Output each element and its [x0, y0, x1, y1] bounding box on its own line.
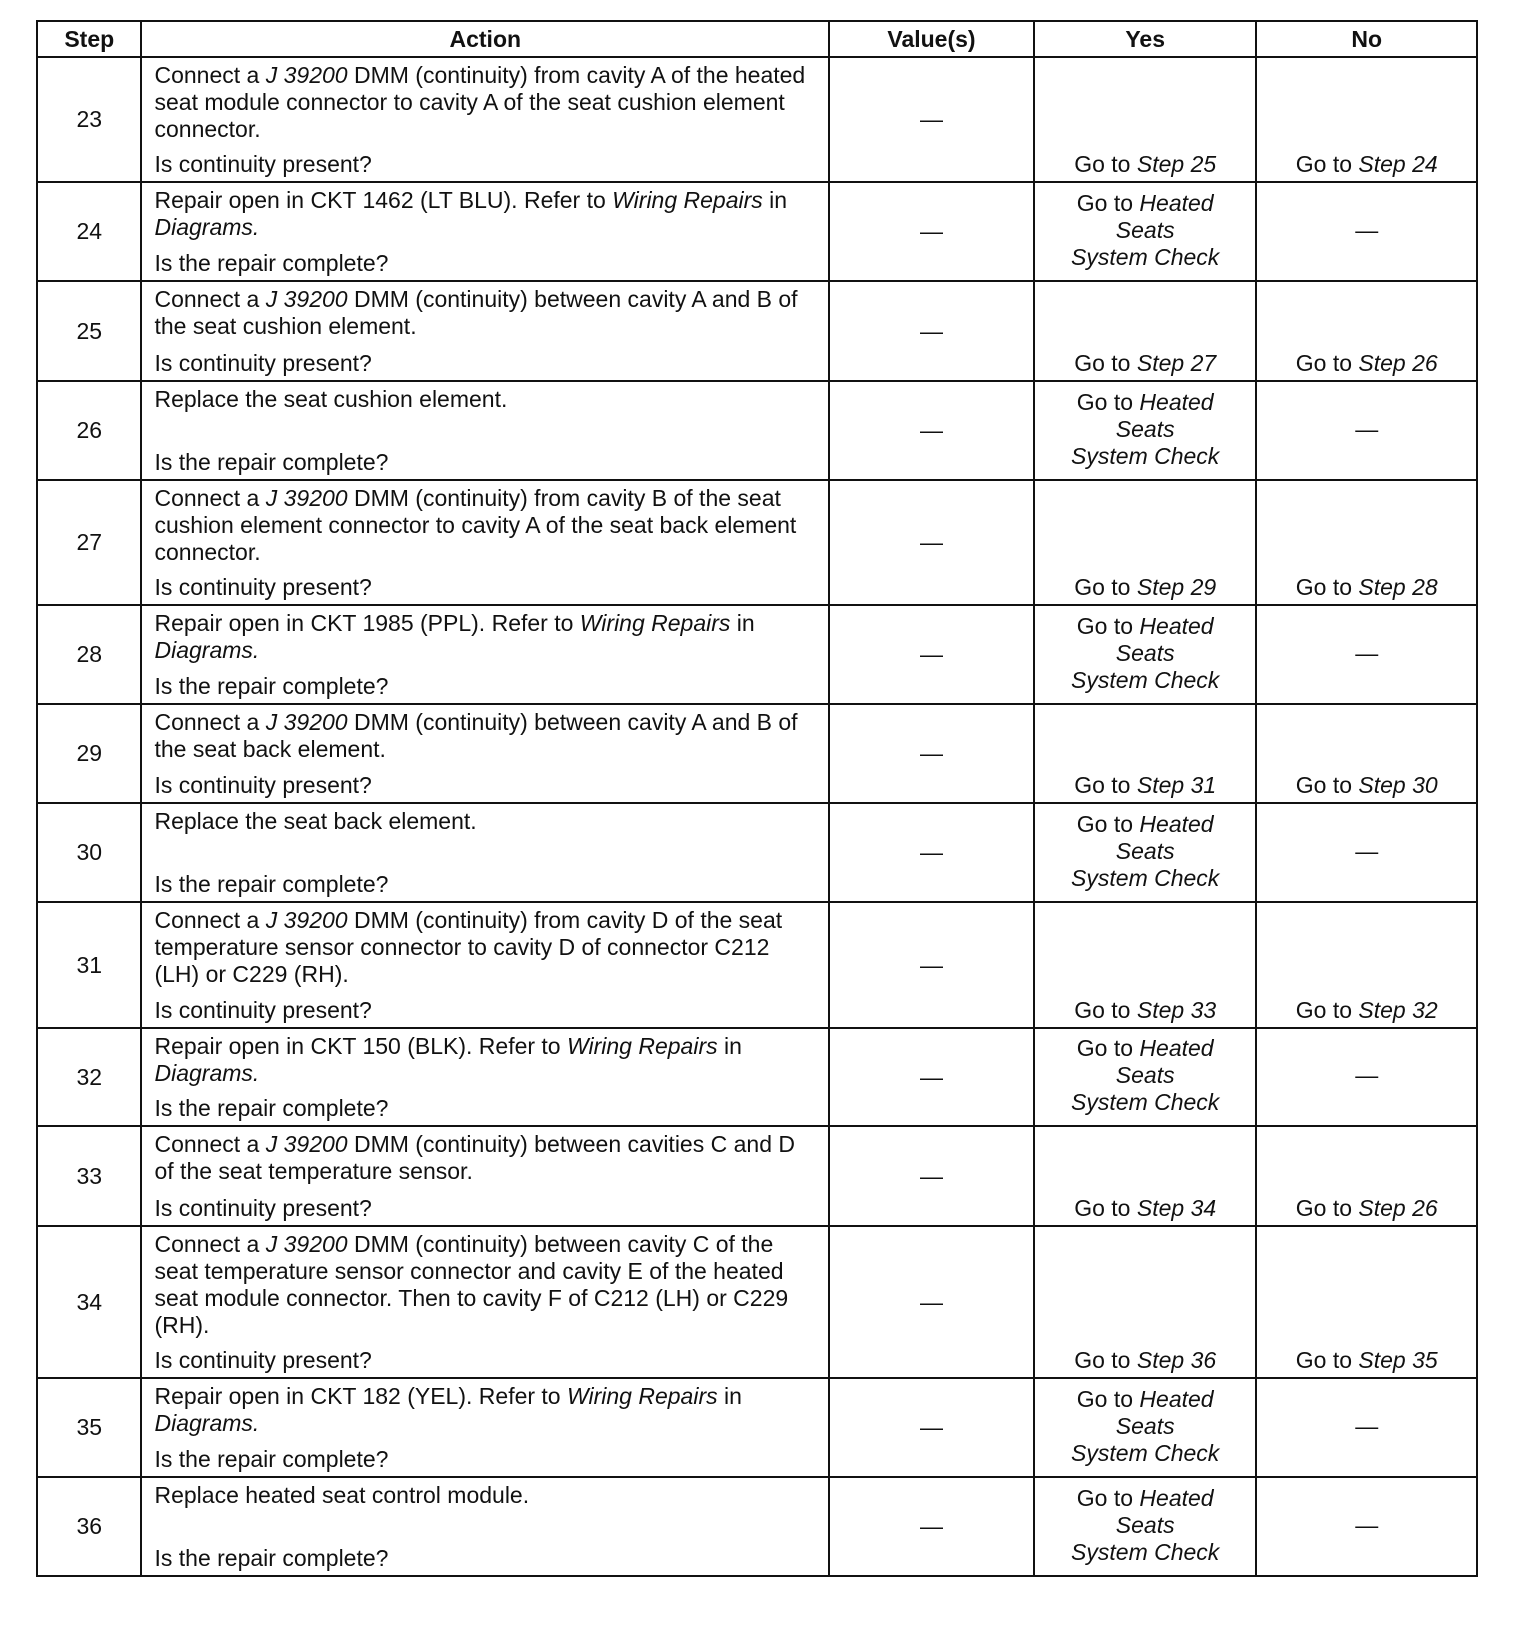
action-text: Repair open in CKT 150 (BLK). Refer to Wiring Repairs in Diagrams. [154, 1033, 742, 1086]
value-cell: — [829, 704, 1034, 803]
yes-cell: Go to Heated Seats System Check [1034, 1028, 1257, 1126]
header-row [37, 21, 1477, 57]
yes-cell: Go to Step 33 [1034, 902, 1257, 1028]
action-question: Is the repair complete? [154, 673, 389, 699]
action-cell [141, 182, 829, 281]
no-cell: — [1256, 803, 1477, 902]
table-body [37, 57, 1477, 1576]
table-row [37, 704, 1477, 803]
yes-cell: Go to Heated Seats System Check [1034, 1477, 1257, 1576]
no-cell: — [1256, 381, 1477, 480]
yes-cell: Go to Step 34 [1034, 1126, 1257, 1226]
value-cell: — [829, 1226, 1034, 1378]
action-question: Is the repair complete? [154, 1095, 389, 1121]
no-cell: — [1256, 1028, 1477, 1126]
action-question: Is the repair complete? [154, 1446, 389, 1472]
action-cell [141, 1126, 829, 1226]
action-cell [141, 1477, 829, 1576]
action-question: Is continuity present? [154, 772, 372, 798]
step-number: 32 [37, 1028, 141, 1126]
action-cell [141, 281, 829, 381]
action-text: Replace the seat back element. [154, 808, 477, 834]
step-number: 23 [37, 57, 141, 182]
action-question: Is the repair complete? [154, 449, 389, 475]
action-cell [141, 57, 829, 182]
yes-cell: Go to Step 36 [1034, 1226, 1257, 1378]
step-number: 34 [37, 1226, 141, 1378]
table-row [37, 1126, 1477, 1226]
yes-cell: Go to Step 29 [1034, 480, 1257, 605]
table-row [37, 381, 1477, 480]
action-text: Connect a J 39200 DMM (continuity) between cavity C of the seat temperature sensor connector and cavity E of the heated seat module connector. Then to cavity F of C212 (LH) or C229 (RH). [154, 1231, 789, 1338]
step-number: 30 [37, 803, 141, 902]
action-text: Replace the seat cushion element. [154, 386, 508, 412]
action-cell [141, 1226, 829, 1378]
action-question: Is the repair complete? [154, 871, 389, 897]
no-cell: Go to Step 32 [1256, 902, 1477, 1028]
header-step: Step [37, 21, 141, 57]
action-cell [141, 1028, 829, 1126]
no-cell: — [1256, 1378, 1477, 1477]
diagnostic-table [36, 20, 1478, 1577]
step-number: 27 [37, 480, 141, 605]
step-number: 28 [37, 605, 141, 704]
action-text: Connect a J 39200 DMM (continuity) from cavity B of the seat cushion element connector to cavity A of the seat back element connector. [154, 485, 797, 565]
value-cell: — [829, 1126, 1034, 1226]
value-cell: — [829, 1378, 1034, 1477]
table-row [37, 803, 1477, 902]
value-cell: — [829, 1477, 1034, 1576]
no-cell: Go to Step 35 [1256, 1226, 1477, 1378]
action-text: Repair open in CKT 1462 (LT BLU). Refer to Wiring Repairs in Diagrams. [154, 187, 788, 240]
yes-cell: Go to Heated Seats System Check [1034, 803, 1257, 902]
yes-cell: Go to Heated Seats System Check [1034, 381, 1257, 480]
table-row [37, 605, 1477, 704]
value-cell: — [829, 803, 1034, 902]
action-question: Is continuity present? [154, 574, 372, 600]
action-text: Connect a J 39200 DMM (continuity) from cavity D of the seat temperature sensor connector to cavity D of connector C212 (LH) or C229 (RH). [154, 907, 783, 987]
no-cell: Go to Step 26 [1256, 281, 1477, 381]
no-cell: — [1256, 605, 1477, 704]
yes-cell: Go to Heated Seats System Check [1034, 182, 1257, 281]
action-question: Is continuity present? [154, 151, 372, 177]
header-no: No [1256, 21, 1477, 57]
action-question: Is continuity present? [154, 1347, 372, 1373]
table-row [37, 902, 1477, 1028]
yes-cell: Go to Step 31 [1034, 704, 1257, 803]
step-number: 25 [37, 281, 141, 381]
table-row [37, 1378, 1477, 1477]
action-text: Connect a J 39200 DMM (continuity) between cavity A and B of the seat cushion element. [154, 286, 798, 339]
action-question: Is continuity present? [154, 997, 372, 1023]
step-number: 26 [37, 381, 141, 480]
action-text: Repair open in CKT 182 (YEL). Refer to Wiring Repairs in Diagrams. [154, 1383, 742, 1436]
action-cell [141, 902, 829, 1028]
step-number: 35 [37, 1378, 141, 1477]
value-cell: — [829, 1028, 1034, 1126]
header-yes: Yes [1034, 21, 1257, 57]
yes-cell: Go to Heated Seats System Check [1034, 605, 1257, 704]
table-row [37, 182, 1477, 281]
no-cell: Go to Step 26 [1256, 1126, 1477, 1226]
no-cell: Go to Step 24 [1256, 57, 1477, 182]
action-question: Is continuity present? [154, 1195, 372, 1221]
header-values: Value(s) [829, 21, 1034, 57]
step-number: 29 [37, 704, 141, 803]
no-cell: — [1256, 1477, 1477, 1576]
table-row [37, 57, 1477, 182]
action-text: Repair open in CKT 1985 (PPL). Refer to Wiring Repairs in Diagrams. [154, 610, 755, 663]
action-cell [141, 381, 829, 480]
no-cell: Go to Step 30 [1256, 704, 1477, 803]
action-text: Connect a J 39200 DMM (continuity) between cavity A and B of the seat back element. [154, 709, 798, 762]
no-cell: Go to Step 28 [1256, 480, 1477, 605]
step-number: 24 [37, 182, 141, 281]
header-action: Action [141, 21, 829, 57]
action-cell [141, 605, 829, 704]
value-cell: — [829, 381, 1034, 480]
action-text: Replace heated seat control module. [154, 1482, 530, 1508]
value-cell: — [829, 480, 1034, 605]
action-question: Is continuity present? [154, 350, 372, 376]
value-cell: — [829, 605, 1034, 704]
yes-cell: Go to Step 25 [1034, 57, 1257, 182]
yes-cell: Go to Heated Seats System Check [1034, 1378, 1257, 1477]
value-cell: — [829, 281, 1034, 381]
table-row [37, 1226, 1477, 1378]
no-cell: — [1256, 182, 1477, 281]
yes-cell: Go to Step 27 [1034, 281, 1257, 381]
step-number: 36 [37, 1477, 141, 1576]
value-cell: — [829, 902, 1034, 1028]
action-text: Connect a J 39200 DMM (continuity) from cavity A of the heated seat module connector to cavity A of the seat cushion element connector. [154, 62, 806, 142]
step-number: 33 [37, 1126, 141, 1226]
value-cell: — [829, 182, 1034, 281]
action-cell [141, 803, 829, 902]
action-cell [141, 480, 829, 605]
step-number: 31 [37, 902, 141, 1028]
action-question: Is the repair complete? [154, 1545, 389, 1571]
table-row [37, 1477, 1477, 1576]
action-question: Is the repair complete? [154, 250, 389, 276]
action-cell [141, 704, 829, 803]
action-cell [141, 1378, 829, 1477]
value-cell: — [829, 57, 1034, 182]
action-text: Connect a J 39200 DMM (continuity) between cavities C and D of the seat temperature sensor. [154, 1131, 795, 1184]
table-row [37, 281, 1477, 381]
table-row [37, 480, 1477, 605]
table-row [37, 1028, 1477, 1126]
